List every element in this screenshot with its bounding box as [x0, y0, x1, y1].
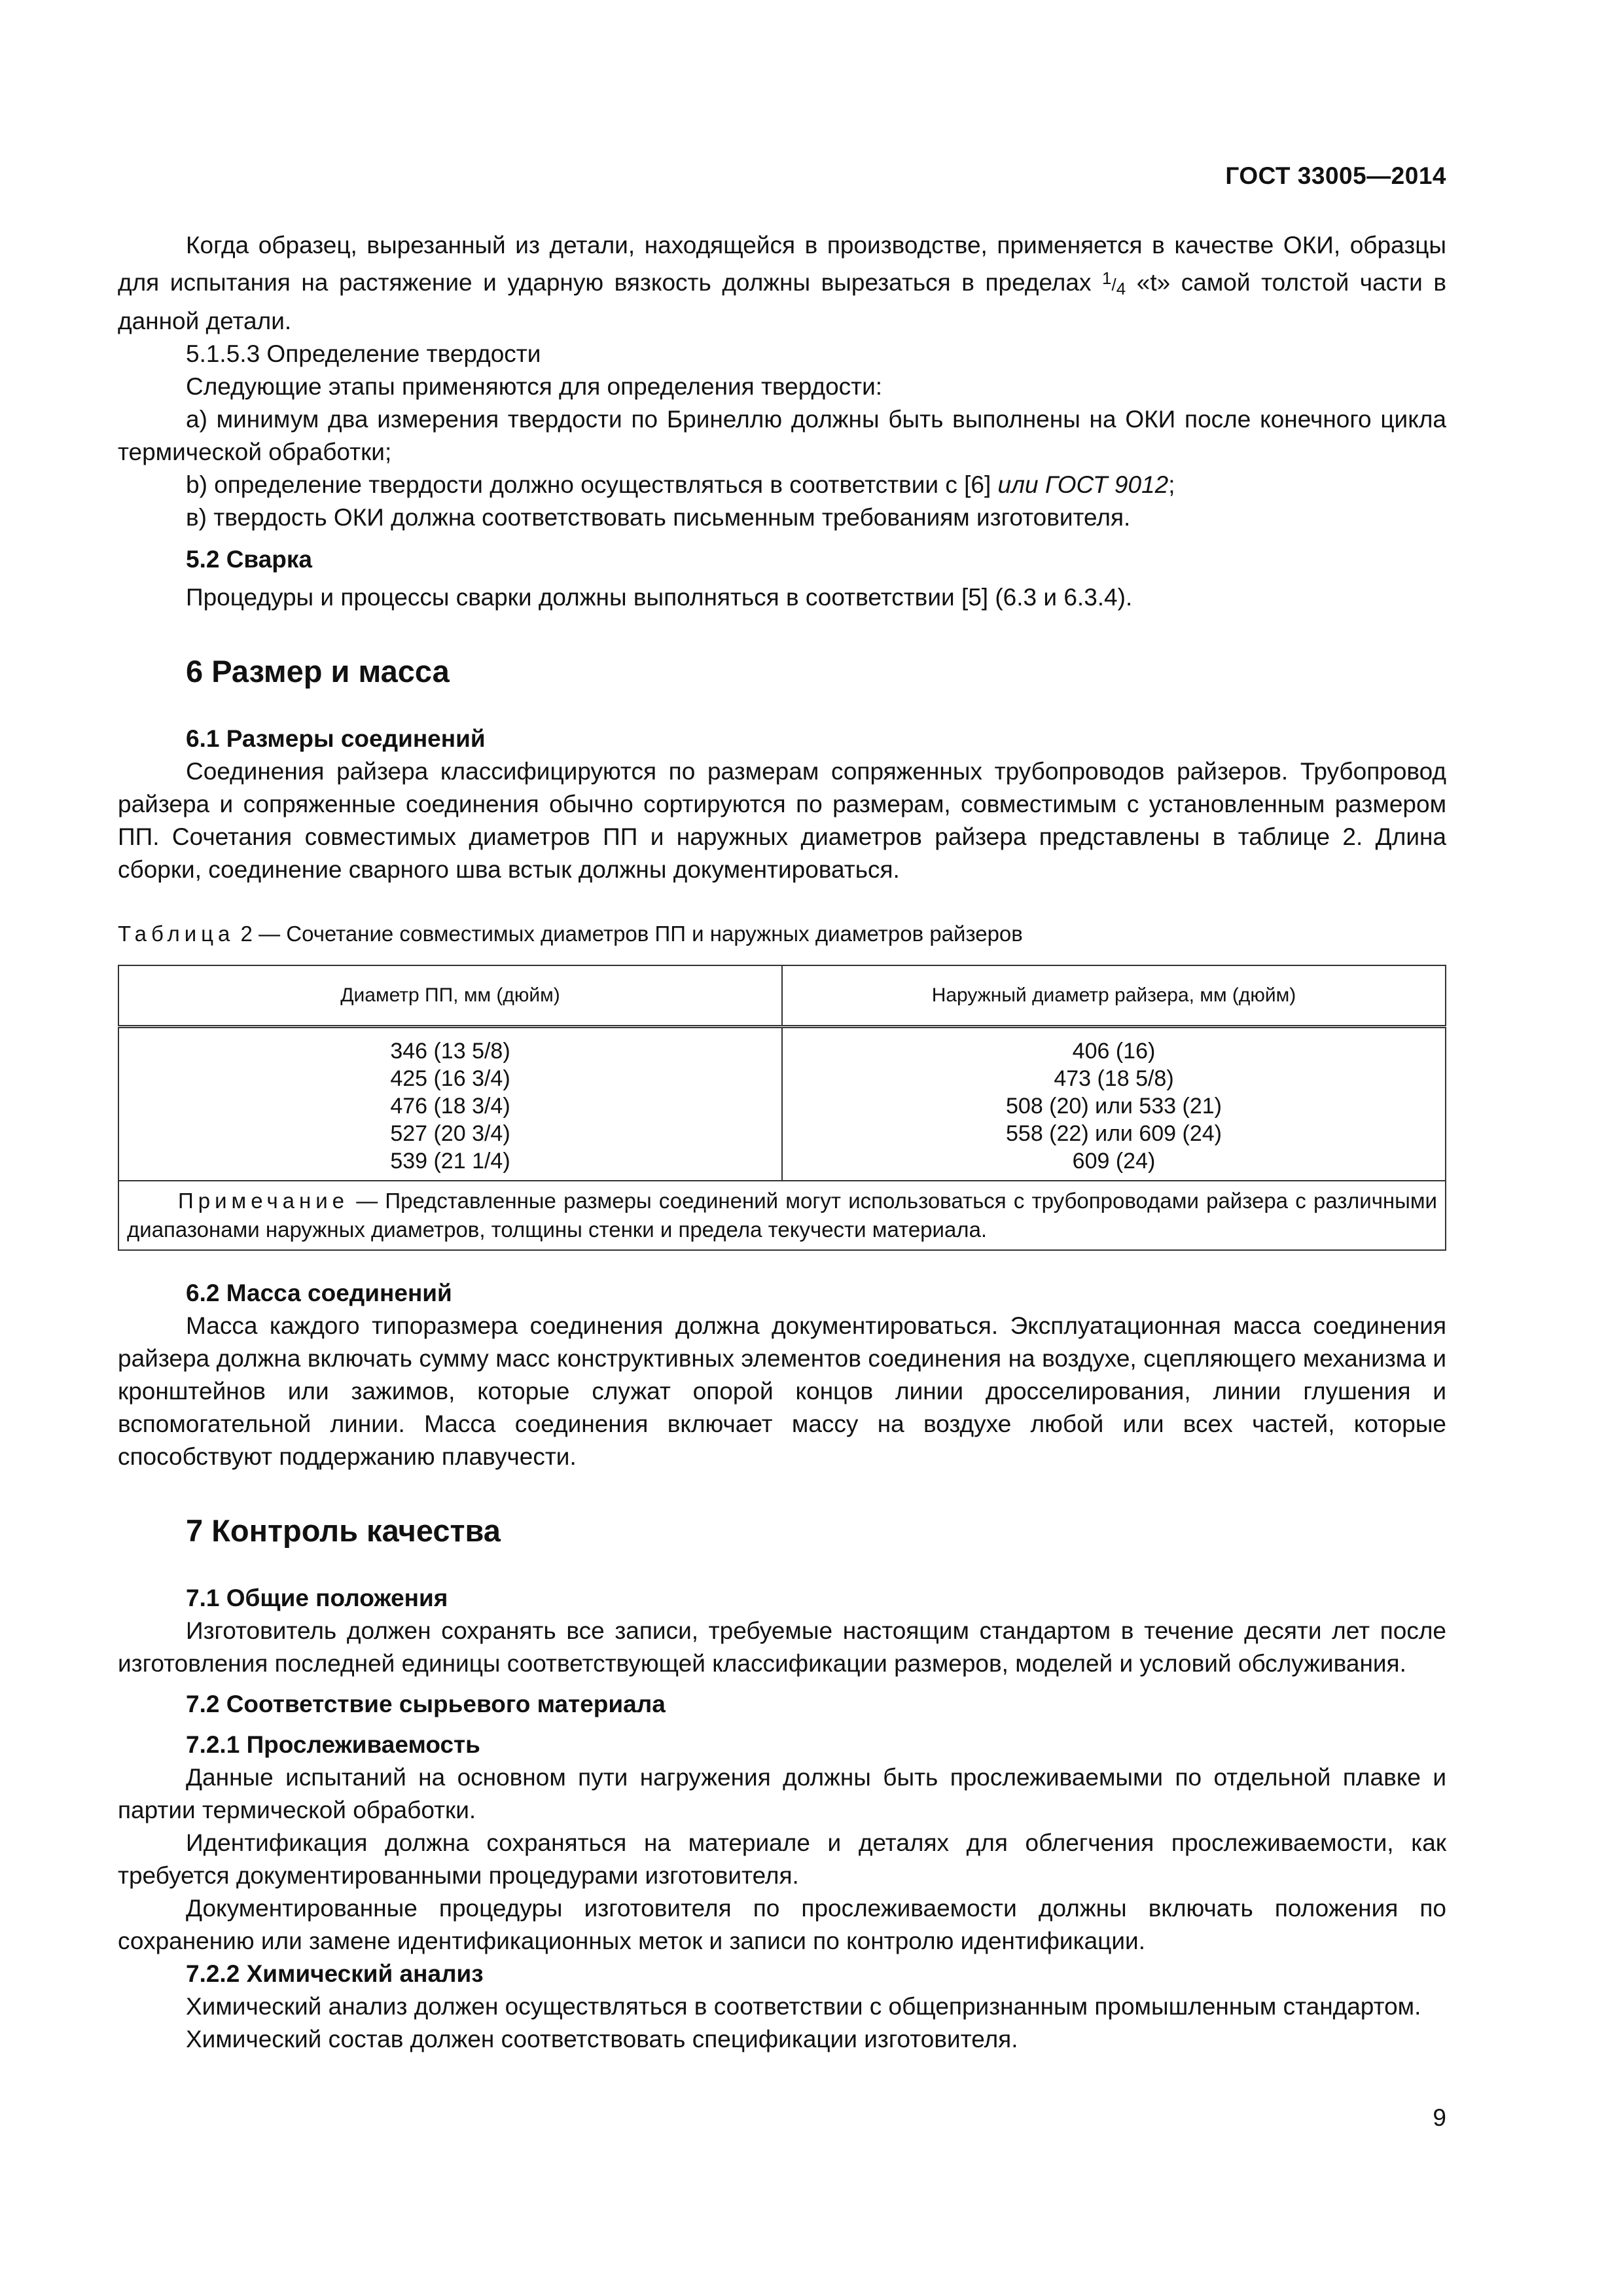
- table-caption-word: Таблица: [118, 922, 235, 946]
- table-header-pp-diameter: Диаметр ПП, мм (дюйм): [118, 965, 782, 1027]
- section-6-1-heading: 6.1 Размеры соединений: [186, 725, 486, 752]
- table-cell: 425 (16 3/4): [390, 1066, 510, 1091]
- table-note-row: [118, 1181, 1446, 1250]
- list-item-a: а) минимум два измерения твердости по Бринеллю должны быть выполнены на ОКИ после конечного цикла термической обработки;: [118, 406, 1446, 465]
- table-header-riser-diameter: Наружный диаметр райзера, мм (дюйм): [782, 965, 1446, 1027]
- section-6-1-text: Соединения райзера классифицируются по размерам сопряженных трубопроводов райзеров. Трубопровод райзера и сопряженные соединения обычно сортируются по размерам, совместимым с установленным размером ПП. Сочетания совместимых диаметров ПП и наружных диаметров райзера представлены в таблице 2. Длина сборки, соединение сварного шва встык должны документироваться.: [118, 758, 1446, 883]
- document-body: [118, 229, 1446, 2056]
- fraction-separator: /: [1111, 275, 1116, 295]
- table-cell: 476 (18 3/4): [390, 1094, 510, 1119]
- table-cell: 406 (16): [1072, 1039, 1156, 1064]
- section-7-2-2-heading: 7.2.2 Химический анализ: [186, 1960, 484, 1987]
- table-cell: 539 (21 1/4): [390, 1149, 510, 1174]
- document-id: ГОСТ 33005—2014: [1225, 162, 1446, 189]
- section-7-heading: 7 Контроль качества: [186, 1513, 501, 1548]
- text-fragment: Когда образец, вырезанный из детали, находящейся в производстве, применяется в качестве ОКИ, образцы для испытания на растяжение и ударную вязкость должны вырезаться в пределах: [118, 232, 1446, 296]
- section-6-2-heading: 6.2 Масса соединений: [186, 1280, 452, 1306]
- paragraph-specimen: [118, 229, 1446, 338]
- section-7-1-heading: 7.1 Общие положения: [186, 1585, 448, 1611]
- section-7-2-1-paragraph-1: Данные испытаний на основном пути нагружения должны быть прослеживаемыми по отдельной плавке и партии термической обработки.: [118, 1764, 1446, 1823]
- table-note: [118, 1181, 1446, 1250]
- table-cell: 609 (24): [1072, 1149, 1156, 1174]
- table-cell-riser-values: [782, 1027, 1446, 1181]
- fraction-quarter: [1102, 268, 1126, 298]
- table-row: [118, 1027, 1446, 1181]
- paragraph-hardness-steps: Следующие этапы применяются для определения твердости:: [186, 373, 883, 400]
- section-7-1-text: Изготовитель должен сохранять все записи, требуемые настоящим стандартом в течение десяти лет после изготовления последней единицы соответствующей классификации размеров, моделей и условий обслуживания.: [118, 1617, 1446, 1677]
- table-cell: 346 (13 5/8): [390, 1039, 510, 1064]
- section-6-2-text: Масса каждого типоразмера соединения должна документироваться. Эксплуатационная масса соединения райзера должна включать сумму масс конструктивных элементов соединения на воздухе, сцепляющего механизма и кронштейнов или зажимов, которые служат опорой концов линии дросселирования, линии глушения и вспомогательной линии. Масса соединения включает массу на воздухе любой или всех частей, которые способствуют поддержанию плавучести.: [118, 1312, 1446, 1470]
- section-7-2-heading: 7.2 Соответствие сырьевого материала: [186, 1691, 666, 1717]
- table-caption: [118, 918, 1446, 950]
- section-7-2-1-paragraph-3: Документированные процедуры изготовителя по прослеживаемости должны включать положения по сохранению или замене идентификационных меток и записи по контролю идентификации.: [118, 1895, 1446, 1954]
- list-item-b: [118, 469, 1446, 501]
- section-6-heading: 6 Размер и масса: [186, 654, 450, 689]
- section-7-2-1-paragraph-2: Идентификация должна сохраняться на материале и деталях для облегчения прослеживаемости, как требуется документированными процедурами изготовителя.: [118, 1829, 1446, 1889]
- table-caption-text: 2 — Сочетание совместимых диаметров ПП и наружных диаметров райзеров: [234, 922, 1023, 946]
- text-fragment: b) определение твердости должно осуществляться в соответствии с [6]: [186, 471, 998, 498]
- clause-5-1-5-3-title: 5.1.5.3 Определение твердости: [186, 340, 541, 367]
- list-item-c: в) твердость ОКИ должна соответствовать письменным требованиям изготовителя.: [186, 504, 1131, 531]
- table-cell-pp-values: [118, 1027, 782, 1181]
- table-header-row: [118, 965, 1446, 1027]
- fraction-denominator: 4: [1116, 279, 1126, 298]
- section-5-2-text: Процедуры и процессы сварки должны выполняться в соответствии [5] (6.3 и 6.3.4).: [186, 584, 1133, 611]
- section-7-2-2-paragraph-1: Химический анализ должен осуществляться в соответствии с общепризнанным промышленным стандартом.: [186, 1993, 1421, 2020]
- section-7-2-2-paragraph-2: Химический состав должен соответствовать спецификации изготовителя.: [186, 2026, 1018, 2053]
- standard-reference: или ГОСТ 9012: [997, 471, 1169, 498]
- table-cell: 473 (18 5/8): [1054, 1066, 1174, 1091]
- section-7-2-1-heading: 7.2.1 Прослеживаемость: [186, 1731, 480, 1758]
- table-cell: 508 (20) или 533 (21): [1006, 1094, 1222, 1119]
- text-fragment: «t» самой толстой части в данной детали.: [118, 269, 1446, 334]
- note-text: — Представленные размеры соединений могут использоваться с трубопроводами райзера с различными диапазонами наружных диаметров, толщины стенки и предела текучести материала.: [127, 1189, 1437, 1242]
- text-fragment: ;: [1168, 471, 1175, 498]
- page-number: 9: [1433, 2104, 1446, 2131]
- table-cell: 558 (22) или 609 (24): [1006, 1121, 1222, 1146]
- table-cell: 527 (20 3/4): [390, 1121, 510, 1146]
- section-5-2-heading: 5.2 Сварка: [186, 546, 312, 573]
- table-2: [118, 965, 1446, 1251]
- fraction-numerator: 1: [1102, 268, 1112, 288]
- note-label: Примечание: [178, 1189, 349, 1213]
